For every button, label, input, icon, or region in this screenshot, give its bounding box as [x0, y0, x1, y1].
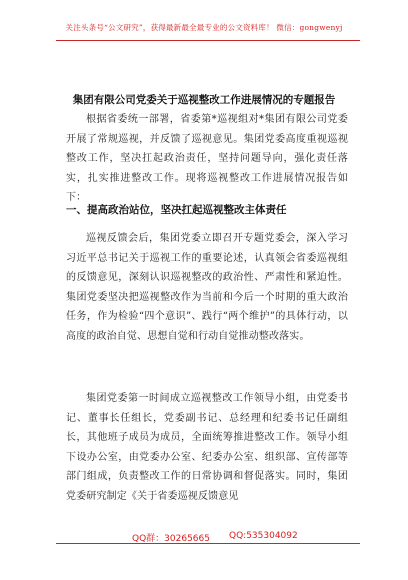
header-divider [56, 40, 360, 41]
intro-text: 根据省委统一部署，省委第*巡视组对*集团有限公司党委开展了常规巡视，并反馈了巡视意见。集团党委高度重视巡视整改工作，坚决扛起政治责任，坚持问题导向，强化责任落实，扎实推进整改工作。现将巡视整改工作进展情况报告如下： [66, 114, 348, 204]
paragraph-three [66, 389, 348, 507]
header-banner: 关注头条号“公文研究”，获得最新最全最专业的公文资料库！ 微信：gongwenyj [65, 23, 343, 32]
footer-qq-group: QQ群：30265665 [132, 534, 210, 544]
footer-qq-number: QQ:535304092 [229, 531, 298, 541]
section-heading-one: 一、提高政治站位，坚决扛起巡视整改主体责任 [66, 204, 287, 216]
paragraph-two [66, 229, 348, 347]
paragraph-two-text: 巡视反馈会后，集团党委立即召开专题党委会，深入学习习近平总书记关于巡视工作的重要论述，认真领会省委巡视组的反馈意见，深刻认识巡视整改的政治性、严肃性和紧迫性。集团党委坚决把巡视整改作为当前和今后一个时期的重大政治任务，作为检验“四个意识”、践行“两个维护”的具体行动，以高度的政治自觉、思想自觉和行动自觉推动整改落实。 [66, 233, 348, 342]
intro-paragraph [66, 110, 348, 208]
document-title: 集团有限公司党委关于巡视整改工作进展情况的专题报告 [72, 94, 336, 106]
paragraph-three-text: 集团党委第一时间成立巡视整改工作领导小组，由党委书记、董事长任组长，党委副书记、总经理和纪委书记任副组长，其他班子成员为成员，全面统筹推进整改工作。领导小组下设办公室，由党委办公室、纪委办公室、组织部、宣传部等部门组成，负责整改工作的日常协调和督促落实。同时，集团党委研究制定《关于省委巡视反馈意见 [66, 393, 348, 502]
